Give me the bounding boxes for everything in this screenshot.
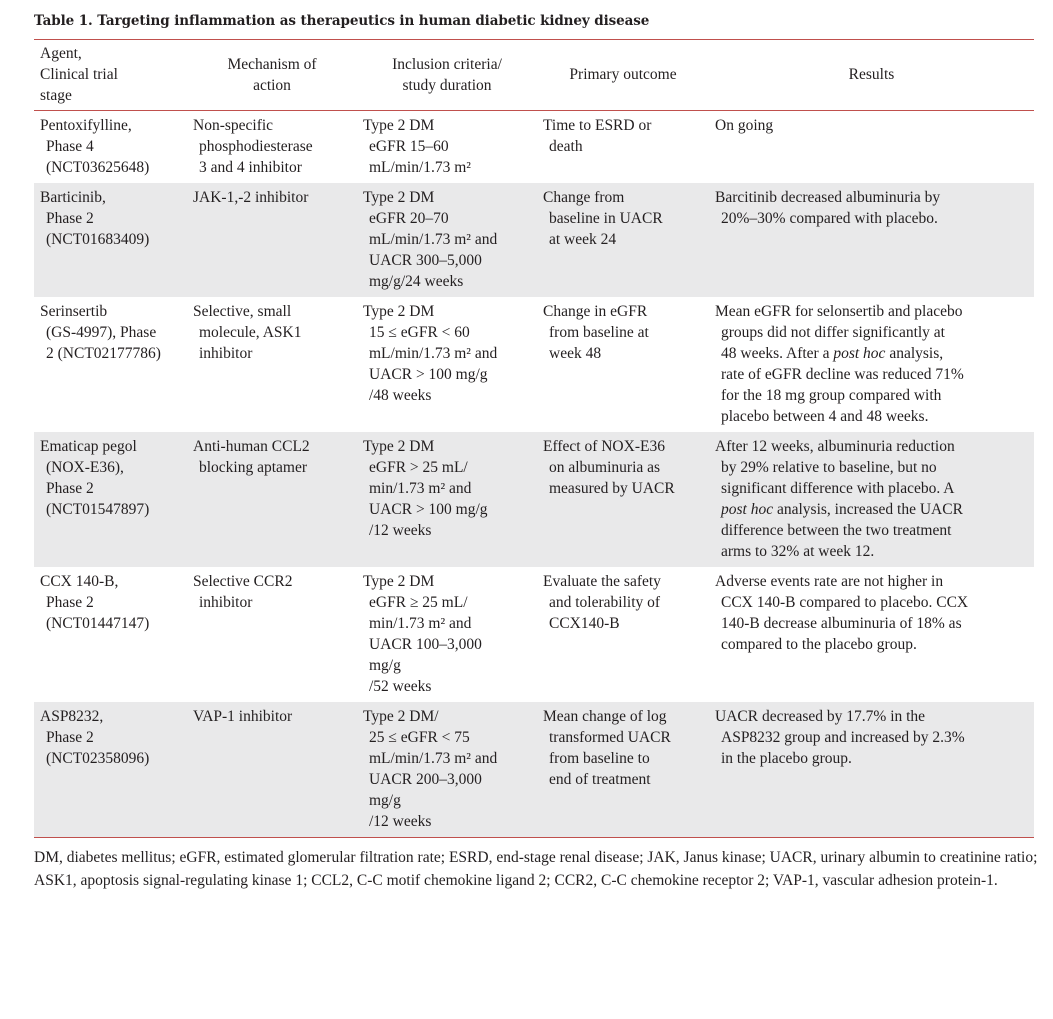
cell-line: VAP-1 inhibitor [193, 708, 293, 725]
cell-outcome [537, 297, 709, 432]
cell-line: Type 2 DM [363, 573, 435, 590]
cell-line: death [549, 138, 583, 155]
cell-line: Phase 2 [46, 210, 94, 227]
cell-line: CCX140-B [549, 615, 620, 632]
cell-line: molecule, ASK1 [199, 324, 302, 341]
cell-line: eGFR > 25 mL/ [369, 459, 468, 476]
cell-results [709, 432, 1034, 567]
cell-line: mL/min/1.73 m² and [369, 231, 498, 248]
cell-line: Results [848, 66, 895, 83]
cell-inclusion [357, 183, 537, 297]
cell-agent [34, 567, 187, 702]
cell-line: UACR 300–5,000 [369, 252, 482, 269]
cell-line: blocking aptamer [199, 459, 308, 476]
header-outcome [537, 40, 709, 111]
cell-line: 140-B decrease albuminuria of 18% as [721, 615, 962, 632]
cell-line: /12 weeks [369, 522, 432, 539]
cell-line: (NOX-E36), [46, 459, 124, 476]
cell-line: Clinical trial [40, 66, 118, 83]
cell-mechanism [187, 702, 357, 838]
cell-agent [34, 702, 187, 838]
cell-line: On going [715, 117, 774, 134]
header-results [709, 40, 1034, 111]
cell-line: Selective, small [193, 303, 292, 320]
cell-line: Type 2 DM [363, 303, 435, 320]
cell-line: baseline in UACR [549, 210, 663, 227]
cell-line: end of treatment [549, 771, 651, 788]
cell-line: action [253, 76, 291, 94]
header-agent [34, 40, 187, 111]
cell-inclusion [357, 297, 537, 432]
cell-line: placebo between 4 and 48 weeks. [721, 408, 929, 425]
header-mechanism [187, 40, 357, 111]
cell-line: 20%–30% compared with placebo. [721, 210, 938, 227]
header-row [34, 40, 1034, 111]
cell-outcome [537, 702, 709, 838]
table-row [34, 702, 1034, 838]
cell-mechanism [187, 183, 357, 297]
cell-results [709, 567, 1034, 702]
cell-results [709, 297, 1034, 432]
cell-agent [34, 297, 187, 432]
cell-line: Phase 2 [46, 594, 94, 611]
cell-line: eGFR 15–60 [369, 138, 449, 155]
cell-line: Agent, [40, 45, 82, 62]
cell-mechanism [187, 111, 357, 184]
cell-line: (NCT03625648) [46, 159, 150, 176]
cell-inclusion [357, 111, 537, 184]
cell-line: mL/min/1.73 m² [369, 159, 471, 176]
table-row [34, 111, 1034, 184]
cell-inclusion [357, 702, 537, 838]
table-header [34, 40, 1034, 111]
cell-line: Evaluate the safety [543, 573, 661, 590]
cell-line: UACR 100–3,000 [369, 636, 482, 653]
cell-line: Anti-human CCL2 [193, 438, 310, 455]
cell-line: difference between the two treatment [721, 522, 952, 539]
table-row [34, 432, 1034, 567]
cell-line: min/1.73 m² and [369, 480, 472, 497]
cell-line: UACR 200–3,000 [369, 771, 482, 788]
cell-line: Mechanism of [227, 55, 317, 73]
cell-line: Adverse events rate are not higher in [715, 573, 944, 590]
cell-line: measured by UACR [549, 480, 675, 497]
cell-line: from baseline at [549, 324, 649, 341]
cell-line: study duration [402, 76, 492, 94]
cell-line: (GS-4997), Phase [46, 324, 157, 341]
cell-line: inhibitor [199, 594, 253, 611]
cell-line: 15 ≤ eGFR < 60 [369, 324, 470, 341]
cell-mechanism [187, 567, 357, 702]
cell-line: and tolerability of [549, 594, 661, 611]
header-inclusion [357, 40, 537, 111]
cell-line: groups did not differ significantly at [721, 324, 945, 341]
cell-line: /52 weeks [369, 678, 432, 695]
cell-line: Type 2 DM [363, 438, 435, 455]
cell-line: Effect of NOX-E36 [543, 438, 665, 455]
cell-line: in the placebo group. [721, 750, 852, 767]
cell-outcome [537, 567, 709, 702]
cell-line: mg/g/24 weeks [369, 273, 464, 290]
cell-line: (NCT02358096) [46, 750, 150, 767]
cell-line: phosphodiesterase [199, 138, 313, 155]
cell-line: min/1.73 m² and [369, 615, 472, 632]
cell-line: Time to ESRD or [543, 117, 652, 134]
cell-line: UACR > 100 mg/g [369, 366, 488, 383]
cell-line: 3 and 4 inhibitor [199, 159, 302, 176]
cell-line: significant difference with placebo. A [721, 480, 955, 497]
cell-line: JAK-1,-2 inhibitor [193, 189, 309, 206]
cell-line: 48 weeks. After a post hoc analysis, [721, 345, 944, 362]
cell-line: Change in eGFR [543, 303, 648, 320]
cell-agent [34, 432, 187, 567]
cell-line: 25 ≤ eGFR < 75 [369, 729, 470, 746]
cell-line: mg/g [369, 657, 401, 674]
cell-line: compared to the placebo group. [721, 636, 917, 653]
cell-line: Phase 4 [46, 138, 94, 155]
cell-line: Non-specific [193, 117, 274, 134]
table-title: Table 1. Targeting inflammation as therapeutics in human diabetic kidney disease [34, 13, 650, 29]
cell-line: Type 2 DM/ [363, 708, 439, 725]
cell-line: for the 18 mg group compared with [721, 387, 942, 404]
cell-line: eGFR 20–70 [369, 210, 449, 227]
cell-results [709, 702, 1034, 838]
cell-line: week 48 [549, 345, 602, 362]
cell-mechanism [187, 432, 357, 567]
cell-line: stage [40, 87, 72, 104]
cell-line: inhibitor [199, 345, 253, 362]
cell-line: Serinsertib [40, 303, 108, 320]
cell-line: Type 2 DM [363, 117, 435, 134]
table-row [34, 567, 1034, 702]
cell-inclusion [357, 567, 537, 702]
cell-line: Primary outcome [569, 66, 677, 83]
cell-line: at week 24 [549, 231, 617, 248]
cell-line: After 12 weeks, albuminuria reduction [715, 438, 955, 455]
cell-line: Phase 2 [46, 480, 94, 497]
cell-line: Barcitinib decreased albuminuria by [715, 189, 941, 206]
table-row [34, 297, 1034, 432]
cell-inclusion [357, 432, 537, 567]
cell-line: UACR decreased by 17.7% in the [715, 708, 926, 725]
cell-line: rate of eGFR decline was reduced 71% [721, 366, 964, 383]
cell-line: ASP8232 group and increased by 2.3% [721, 729, 965, 746]
cell-line: transformed UACR [549, 729, 671, 746]
cell-line: Phase 2 [46, 729, 94, 746]
cell-line: arms to 32% at week 12. [721, 543, 875, 560]
cell-outcome [537, 111, 709, 184]
cell-line: mg/g [369, 792, 401, 809]
cell-results [709, 183, 1034, 297]
cell-line: /48 weeks [369, 387, 432, 404]
cell-line: 2 (NCT02177786) [46, 345, 161, 362]
cell-mechanism [187, 297, 357, 432]
cell-line: ASP8232, [40, 708, 104, 725]
cell-outcome [537, 432, 709, 567]
cell-line: Inclusion criteria/ [392, 55, 502, 73]
cell-line: CCX 140-B compared to placebo. CCX [721, 594, 969, 611]
cell-line: Pentoxifylline, [40, 117, 132, 134]
table-body [34, 111, 1034, 838]
cell-line: Change from [543, 189, 625, 206]
cell-line: CCX 140-B, [40, 573, 119, 590]
cell-line: Type 2 DM [363, 189, 435, 206]
table-row [34, 183, 1034, 297]
cell-line: mL/min/1.73 m² and [369, 750, 498, 767]
cell-line: on albuminuria as [549, 459, 661, 476]
cell-line: (NCT01547897) [46, 501, 150, 518]
cell-line: Ematicap pegol [40, 438, 137, 455]
cell-line: /12 weeks [369, 813, 432, 830]
cell-line: Mean eGFR for selonsertib and placebo [715, 303, 963, 320]
cell-agent [34, 183, 187, 297]
cell-line: by 29% relative to baseline, but no [721, 459, 937, 476]
table-figure [34, 12, 1038, 892]
cell-line: eGFR ≥ 25 mL/ [369, 594, 468, 611]
cell-outcome [537, 183, 709, 297]
cell-line: mL/min/1.73 m² and [369, 345, 498, 362]
cell-agent [34, 111, 187, 184]
table-footnote: DM, diabetes mellitus; eGFR, estimated glomerular filtration rate; ESRD, end-stage renal disease; JAK, Janus kinase; UACR, urinary albumin to creatinine ratio; ASK1, apoptosis signal-regulating kinase 1; CCL2, C-C motif chemokine ligand 2; CCR2, C-C chemokine receptor 2; VAP-1, vascular adhesion protein-1. [34, 849, 1038, 889]
cell-line: (NCT01683409) [46, 231, 150, 248]
cell-line: Selective CCR2 [193, 573, 293, 590]
cell-line: (NCT01447147) [46, 615, 150, 632]
trials-table [34, 39, 1034, 838]
cell-line: UACR > 100 mg/g [369, 501, 488, 518]
cell-line: from baseline to [549, 750, 650, 767]
cell-line: Barticinib, [40, 189, 106, 206]
cell-line: post hoc analysis, increased the UACR [721, 501, 963, 518]
cell-results [709, 111, 1034, 184]
cell-line: Mean change of log [543, 708, 667, 725]
